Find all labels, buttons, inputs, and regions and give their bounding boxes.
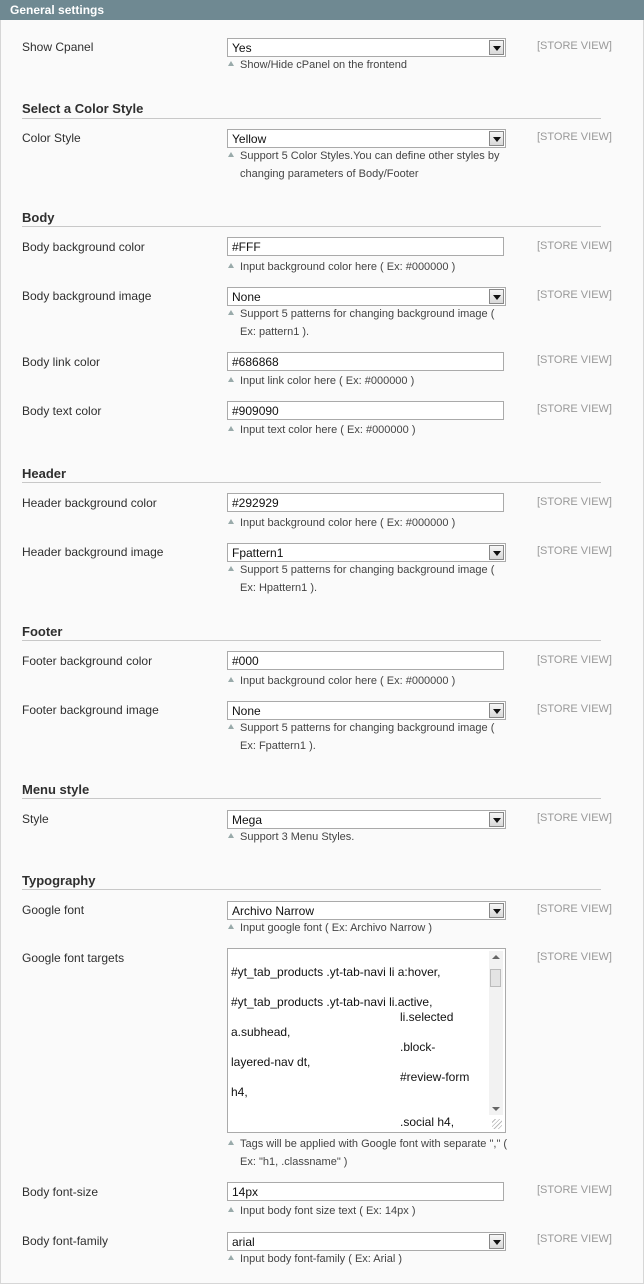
note-triangle-icon	[228, 426, 234, 431]
color-style-select[interactable]	[227, 129, 506, 148]
body-bg-image-select[interactable]	[227, 287, 506, 306]
chevron-down-icon[interactable]	[489, 1234, 504, 1249]
google-font-note: Input google font ( Ex: Archivo Narrow )	[240, 919, 510, 937]
section-title: General settings	[10, 3, 105, 17]
header-bg-image-label: Header background image	[22, 545, 164, 559]
header-bg-image-note: Support 5 patterns for changing background image ( Ex: Hpattern1 ).	[240, 561, 510, 597]
body-font-family-label: Body font-family	[22, 1234, 109, 1248]
note-triangle-icon	[228, 566, 234, 571]
scope-label: [STORE VIEW]	[537, 903, 612, 915]
scope-label: [STORE VIEW]	[537, 354, 612, 366]
header-bg-color-note: Input background color here ( Ex: #000000 )	[240, 514, 510, 532]
note-triangle-icon	[228, 1255, 234, 1260]
body-bg-color-note: Input background color here ( Ex: #000000 )	[240, 258, 510, 276]
note-triangle-icon	[228, 263, 234, 268]
body-font-family-note: Input body font-family ( Ex: Arial )	[240, 1250, 510, 1268]
scroll-down-icon[interactable]	[492, 1107, 500, 1111]
scope-label: [STORE VIEW]	[537, 40, 612, 52]
textarea-scrollbar[interactable]	[489, 951, 503, 1115]
note-triangle-icon	[228, 1140, 234, 1145]
chevron-down-icon[interactable]	[489, 40, 504, 55]
scope-label: [STORE VIEW]	[537, 951, 612, 963]
scope-label: [STORE VIEW]	[537, 812, 612, 824]
divider	[22, 482, 601, 483]
chevron-down-icon[interactable]	[489, 812, 504, 827]
menu-style-note: Support 3 Menu Styles.	[240, 828, 510, 846]
body-font-size-label: Body font-size	[22, 1185, 99, 1199]
body-bg-color-label: Body background color	[22, 240, 145, 254]
body-link-color-note: Input link color here ( Ex: #000000 )	[240, 372, 510, 390]
scope-label: [STORE VIEW]	[537, 403, 612, 415]
body-font-size-note: Input body font size text ( Ex: 14px )	[240, 1202, 510, 1220]
textarea-line: li.selected	[400, 1010, 454, 1024]
footer-bg-color-note: Input background color here ( Ex: #000000 )	[240, 672, 510, 690]
section-heading-color-style: Select a Color Style	[22, 101, 144, 116]
body-link-color-label: Body link color	[22, 355, 101, 369]
textarea-line: #yt_tab_products .yt-tab-navi li.active,	[231, 995, 433, 1009]
note-triangle-icon	[228, 152, 234, 157]
note-triangle-icon	[228, 310, 234, 315]
textarea-line: layered-nav dt,	[231, 1055, 311, 1069]
scope-label: [STORE VIEW]	[537, 289, 612, 301]
resize-grip-icon[interactable]	[492, 1119, 502, 1129]
body-text-color-note: Input text color here ( Ex: #000000 )	[240, 421, 510, 439]
scope-label: [STORE VIEW]	[537, 654, 612, 666]
scope-label: [STORE VIEW]	[537, 545, 612, 557]
divider	[22, 640, 601, 641]
section-heading-footer: Footer	[22, 624, 63, 639]
body-font-size-input[interactable]: 14px	[227, 1182, 504, 1201]
header-bg-color-label: Header background color	[22, 496, 157, 510]
scope-label: [STORE VIEW]	[537, 131, 612, 143]
body-font-family-value: arial	[232, 1235, 255, 1249]
google-font-select[interactable]	[227, 901, 506, 920]
section-heading-header: Header	[22, 466, 67, 481]
color-style-label: Color Style	[22, 131, 81, 145]
scope-label: [STORE VIEW]	[537, 703, 612, 715]
note-triangle-icon	[228, 677, 234, 682]
body-text-color-input[interactable]: #909090	[227, 401, 504, 420]
textarea-line: .block-	[400, 1040, 436, 1054]
footer-bg-image-note: Support 5 patterns for changing background image ( Ex: Fpattern1 ).	[240, 719, 510, 755]
header-bg-color-input[interactable]: #292929	[227, 493, 504, 512]
show-cpanel-label: Show Cpanel	[22, 40, 94, 54]
footer-bg-color-label: Footer background color	[22, 654, 153, 668]
chevron-down-icon[interactable]	[489, 289, 504, 304]
note-triangle-icon	[228, 724, 234, 729]
section-heading-typography: Typography	[22, 873, 96, 888]
show-cpanel-note: Show/Hide cPanel on the frontend	[240, 56, 510, 74]
body-bg-color-input[interactable]: #FFF	[227, 237, 504, 256]
google-font-targets-textarea[interactable]	[227, 948, 506, 1133]
header-bg-image-value: Fpattern1	[232, 546, 284, 560]
google-font-label: Google font	[22, 903, 85, 917]
body-bg-image-label: Body background image	[22, 289, 152, 303]
footer-bg-color-input[interactable]: #000	[227, 651, 504, 670]
body-bg-image-value: None	[232, 290, 261, 304]
divider	[22, 118, 601, 119]
note-triangle-icon	[228, 377, 234, 382]
note-triangle-icon	[228, 61, 234, 66]
note-triangle-icon	[228, 1207, 234, 1212]
textarea-line: h4,	[231, 1085, 248, 1099]
section-heading-menu-style: Menu style	[22, 782, 90, 797]
show-cpanel-select[interactable]	[227, 38, 506, 57]
chevron-down-icon[interactable]	[489, 545, 504, 560]
chevron-down-icon[interactable]	[489, 131, 504, 146]
color-style-note: Support 5 Color Styles.You can define other styles by changing parameters of Body/Footer	[240, 147, 510, 183]
body-bg-image-note: Support 5 patterns for changing background image ( Ex: pattern1 ).	[240, 305, 510, 341]
note-triangle-icon	[228, 833, 234, 838]
textarea-line: #review-form	[400, 1070, 470, 1084]
divider	[22, 798, 601, 799]
body-font-family-select[interactable]	[227, 1232, 506, 1251]
note-triangle-icon	[228, 519, 234, 524]
textarea-line: a.subhead,	[231, 1025, 291, 1039]
scope-label: [STORE VIEW]	[537, 496, 612, 508]
footer-bg-image-select[interactable]	[227, 701, 506, 720]
header-bg-image-select[interactable]	[227, 543, 506, 562]
body-link-color-input[interactable]: #686868	[227, 352, 504, 371]
scrollbar-thumb[interactable]	[490, 969, 501, 987]
footer-bg-image-value: None	[232, 704, 261, 718]
footer-bg-image-label: Footer background image	[22, 703, 159, 717]
color-style-value: Yellow	[232, 132, 267, 146]
section-heading-body: Body	[22, 210, 55, 225]
note-triangle-icon	[228, 924, 234, 929]
textarea-line: .social h4,	[400, 1115, 455, 1129]
google-font-targets-label: Google font targets	[22, 951, 125, 965]
scope-label: [STORE VIEW]	[537, 240, 612, 252]
menu-style-select[interactable]	[227, 810, 506, 829]
scroll-up-icon[interactable]	[492, 955, 500, 959]
google-font-targets-note: Tags will be applied with Google font with separate "," ( Ex: "h1, .classname" )	[240, 1135, 510, 1171]
chevron-down-icon[interactable]	[489, 703, 504, 718]
divider	[22, 889, 601, 890]
google-font-value: Archivo Narrow	[232, 904, 315, 918]
scope-label: [STORE VIEW]	[537, 1233, 612, 1245]
menu-style-value: Mega	[232, 813, 263, 827]
show-cpanel-value: Yes	[232, 41, 252, 55]
section-header[interactable]	[0, 0, 644, 20]
menu-style-label: Style	[22, 812, 49, 826]
divider	[22, 226, 601, 227]
textarea-line: #yt_tab_products .yt-tab-navi li a:hover,	[231, 965, 441, 979]
chevron-down-icon[interactable]	[489, 903, 504, 918]
scope-label: [STORE VIEW]	[537, 1184, 612, 1196]
body-text-color-label: Body text color	[22, 404, 102, 418]
